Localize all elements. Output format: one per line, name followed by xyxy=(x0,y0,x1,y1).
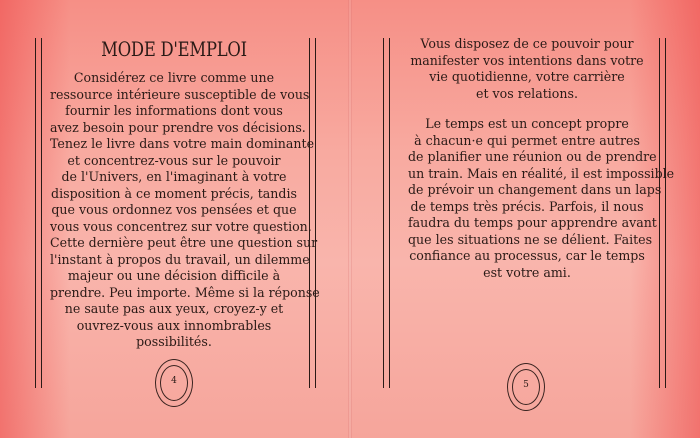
right-page-outer-rule xyxy=(659,38,666,388)
body-line: Le temps est un concept propre xyxy=(425,116,629,131)
page-number: 5 xyxy=(523,380,529,390)
body-line: que les situations ne se délient. Faites xyxy=(408,231,653,247)
body-line: vous vous concentrez sur votre question. xyxy=(50,218,312,234)
body-line: faudra du temps pour apprendre avant xyxy=(408,215,657,230)
left-page-outer-rule xyxy=(35,38,42,388)
body-line: Vous disposez de ce pouvoir pour xyxy=(420,36,634,51)
paragraph xyxy=(408,36,646,102)
body-line: de temps très précis. Parfois, il nous xyxy=(410,198,644,214)
body-line: et concentrez-vous sur le pouvoir xyxy=(67,152,281,168)
body-line: avez besoin pour prendre vos décisions. xyxy=(50,119,306,135)
left-page-inner-rule xyxy=(309,38,316,388)
left-page-body xyxy=(50,70,320,351)
body-line: de planifier une réunion ou de prendre xyxy=(408,149,657,164)
body-line: fournir les informations dont vous xyxy=(65,103,283,118)
body-line: prendre. Peu importe. Même si la réponse xyxy=(50,284,320,300)
body-line: Cette dernière peut être une question sur xyxy=(50,235,318,250)
right-page xyxy=(350,0,700,438)
body-line: vie quotidienne, votre carrière xyxy=(429,69,625,84)
body-line: ne saute pas aux yeux, croyez-y et xyxy=(64,301,284,316)
body-line: ressource intérieure susceptible de vous xyxy=(50,86,310,102)
body-line: Considérez ce livre comme une xyxy=(73,70,275,85)
body-line: l'instant à propos du travail, un dilemme xyxy=(50,251,310,267)
page-number-ornament xyxy=(155,359,193,407)
right-page-body xyxy=(408,36,675,281)
body-line: de l'Univers, en l'imaginant à votre xyxy=(61,169,287,184)
body-line: manifester vos intentions dans votre xyxy=(410,52,644,68)
page-number-ornament xyxy=(507,363,545,411)
body-line: Tenez le livre dans votre main dominante xyxy=(50,136,315,151)
body-line: ouvrez-vous aux innombrables xyxy=(76,317,272,333)
body-line: est votre ami. xyxy=(483,264,571,280)
body-line: un train. Mais en réalité, il est impossible xyxy=(408,165,675,181)
page-number: 4 xyxy=(171,376,177,386)
paragraph xyxy=(408,116,675,281)
body-line: majeur ou une décision difficile à xyxy=(67,268,281,283)
body-line: que vous ordonnez vos pensées et que xyxy=(51,202,297,217)
body-line: disposition à ce moment précis, tandis xyxy=(51,185,297,201)
body-line: à chacun·e qui permet entre autres xyxy=(414,132,640,148)
page-title: MODE D'EMPLOI xyxy=(101,37,247,61)
right-page-inner-rule xyxy=(383,38,390,388)
body-line: de prévoir un changement dans un laps xyxy=(408,182,662,197)
body-line: et vos relations. xyxy=(476,85,578,101)
body-line: confiance au processus, car le temps xyxy=(409,248,645,263)
body-line: possibilités. xyxy=(136,334,212,349)
